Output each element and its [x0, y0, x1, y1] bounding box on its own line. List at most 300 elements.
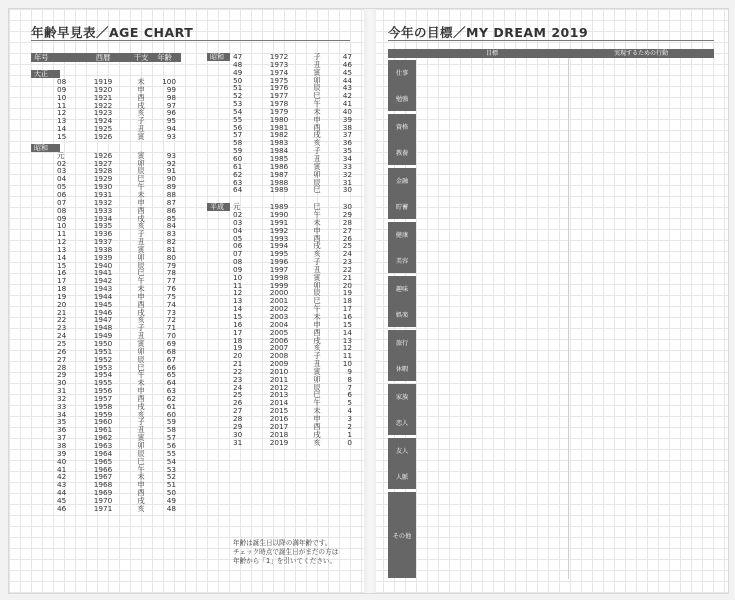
era-year: 13 [57, 116, 67, 126]
western-year: 1988 [269, 177, 289, 187]
era-year: 57 [233, 130, 243, 140]
age: 7 [347, 382, 352, 392]
zodiac: 申 [137, 197, 145, 207]
zodiac: 戌 [313, 429, 321, 439]
age: 34 [342, 153, 352, 163]
era-year: 33 [57, 401, 67, 411]
age: 29 [342, 210, 352, 220]
row-spacer [31, 285, 53, 293]
era-year: 26 [233, 398, 243, 408]
zodiac: 巳 [313, 185, 321, 195]
era-year: 02 [57, 158, 67, 168]
age: 85 [166, 213, 176, 223]
era-year: 22 [57, 315, 67, 325]
age: 96 [166, 108, 176, 118]
row-spacer [31, 348, 53, 356]
goals-table [388, 49, 714, 579]
era-year: 25 [233, 390, 243, 400]
age: 45 [342, 67, 352, 77]
era-year: 15 [57, 131, 67, 141]
era-label: 大正 [31, 70, 60, 78]
row-spacer [31, 167, 53, 175]
row-spacer [31, 411, 53, 419]
goals-header [388, 49, 714, 58]
row-spacer [31, 175, 53, 183]
era-year: 元 [233, 202, 241, 212]
age: 90 [166, 174, 176, 184]
category-label: 健康 [395, 232, 409, 240]
zodiac: 戌 [137, 213, 145, 223]
age-row [229, 289, 357, 297]
row-spacer [31, 133, 53, 141]
zodiac: 酉 [137, 92, 145, 102]
era-rows [31, 78, 181, 141]
age-row [229, 116, 357, 124]
western-year: 2012 [269, 382, 289, 392]
row-spacer [31, 458, 53, 466]
row-spacer [31, 403, 53, 411]
age: 67 [166, 354, 176, 364]
era-year: 20 [57, 299, 67, 309]
era-year: 52 [233, 91, 243, 101]
zodiac: 丑 [137, 331, 145, 341]
age: 42 [342, 91, 352, 101]
age: 68 [166, 346, 176, 356]
western-year: 1996 [269, 257, 289, 267]
western-year: 2005 [269, 327, 289, 337]
zodiac: 午 [137, 276, 145, 286]
goal-category [388, 492, 416, 578]
age: 76 [166, 284, 176, 294]
western-year: 1924 [93, 116, 113, 126]
age-row [229, 155, 357, 163]
zodiac: 午 [137, 370, 145, 380]
age: 74 [166, 299, 176, 309]
era-rows [31, 152, 181, 513]
era-year: 62 [233, 169, 243, 179]
header-num: 年号 [34, 53, 49, 62]
row-spacer [31, 109, 53, 117]
era-year: 43 [57, 480, 67, 490]
era-year: 27 [57, 354, 67, 364]
header-year: 西暦 [95, 53, 111, 62]
era-year: 20 [233, 351, 243, 361]
title-divider [388, 40, 714, 41]
age-row [229, 329, 357, 337]
zodiac: 酉 [313, 122, 321, 132]
zodiac: 丑 [313, 359, 321, 369]
category-label: 貯蓄 [395, 203, 409, 211]
western-year: 1962 [93, 433, 113, 443]
western-year: 1929 [93, 174, 113, 184]
age: 88 [166, 189, 176, 199]
western-year: 1985 [269, 153, 289, 163]
western-year: 2000 [269, 288, 289, 298]
zodiac: 子 [313, 351, 321, 361]
era-year: 18 [233, 335, 243, 345]
western-year: 1961 [93, 425, 113, 435]
note-line: 年齢から「1」を引いてください。 [233, 557, 337, 565]
age-row [229, 139, 357, 147]
western-year: 1987 [269, 169, 289, 179]
age: 22 [342, 264, 352, 274]
western-year: 1944 [93, 291, 113, 301]
age: 43 [342, 83, 352, 93]
row-spacer [31, 379, 53, 387]
zodiac: 丑 [137, 124, 145, 134]
age: 62 [166, 393, 176, 403]
age: 19 [342, 288, 352, 298]
era-year: 28 [233, 413, 243, 423]
era-year: 29 [57, 370, 67, 380]
zodiac: 辰 [313, 83, 321, 93]
age: 28 [342, 217, 352, 227]
row-spacer [31, 102, 53, 110]
era-label: 昭和 [31, 144, 60, 152]
age: 94 [166, 124, 176, 134]
age-row [229, 431, 357, 439]
age: 32 [342, 169, 352, 179]
row-spacer [31, 238, 53, 246]
western-year: 2019 [269, 437, 289, 447]
age-row [229, 407, 357, 415]
age: 5 [347, 398, 352, 408]
category-label: 人脈 [395, 473, 409, 481]
western-year: 1956 [93, 386, 113, 396]
zodiac: 未 [313, 217, 321, 227]
note-line: チェック時点で誕生日がまだの方は [233, 548, 339, 556]
zodiac: 申 [313, 225, 321, 235]
era-year: 09 [233, 264, 243, 274]
era-year: 03 [233, 217, 243, 227]
age: 53 [166, 464, 176, 474]
age: 24 [342, 249, 352, 259]
zodiac: 亥 [313, 249, 321, 259]
western-year: 1930 [93, 182, 113, 192]
age: 93 [166, 131, 176, 141]
age-row [229, 147, 357, 155]
age: 18 [342, 296, 352, 306]
era-year: 07 [57, 197, 67, 207]
age-row [229, 250, 357, 258]
age-row [229, 360, 357, 368]
era-year: 59 [233, 146, 243, 156]
zodiac: 未 [313, 406, 321, 416]
western-year: 1965 [93, 456, 113, 466]
age: 48 [166, 503, 176, 513]
western-year: 1931 [93, 189, 113, 199]
category-label: 教養 [395, 149, 409, 157]
zodiac: 寅 [313, 67, 321, 77]
age: 16 [342, 312, 352, 321]
zodiac: 卯 [137, 158, 145, 168]
western-year: 1991 [269, 217, 289, 227]
zodiac: 戌 [313, 335, 321, 345]
zodiac: 丑 [313, 59, 321, 69]
age-row [31, 133, 181, 141]
zodiac: 辰 [313, 177, 321, 187]
row-spacer [31, 215, 53, 223]
era-year: 15 [233, 312, 243, 321]
category-label: 旅行 [395, 340, 409, 348]
age: 13 [342, 335, 352, 345]
age: 64 [166, 378, 176, 388]
category-label: 友人 [395, 448, 409, 456]
western-year: 1921 [93, 92, 113, 102]
zodiac: 卯 [313, 280, 321, 290]
zodiac: 子 [137, 323, 145, 333]
western-year: 1975 [269, 75, 289, 85]
age: 56 [166, 440, 176, 450]
age: 60 [166, 409, 176, 419]
zodiac: 申 [137, 480, 145, 490]
age-chart-title: 年齢早見表／AGE CHART [31, 25, 194, 40]
age: 36 [342, 138, 352, 148]
age: 57 [166, 433, 176, 443]
western-year: 1923 [93, 108, 113, 118]
age-row [229, 227, 357, 235]
goal-header: 目標 [485, 50, 498, 57]
age: 47 [342, 52, 352, 61]
western-year: 1963 [93, 440, 113, 450]
western-year: 1999 [269, 280, 289, 290]
planner-spread [8, 8, 729, 594]
age: 8 [347, 374, 352, 384]
era-year: 51 [233, 83, 243, 93]
western-year: 1950 [93, 339, 113, 348]
zodiac: 未 [137, 472, 145, 482]
goal-category [388, 60, 416, 111]
era-year: 07 [233, 249, 243, 259]
age: 39 [342, 114, 352, 124]
age-row [229, 242, 357, 250]
western-year: 1952 [93, 354, 113, 364]
zodiac: 未 [313, 312, 321, 321]
western-year: 1939 [93, 252, 113, 262]
row-spacer [31, 442, 53, 450]
zodiac: 戌 [313, 130, 321, 140]
western-year: 1922 [93, 100, 113, 110]
era-year: 15 [57, 260, 67, 270]
western-year: 2009 [269, 359, 289, 369]
western-year: 1973 [269, 59, 289, 69]
age: 46 [342, 59, 352, 69]
western-year: 2001 [269, 296, 289, 306]
era-year: 08 [57, 77, 67, 86]
zodiac: 丑 [313, 153, 321, 163]
zodiac: 酉 [137, 393, 145, 403]
age: 78 [166, 268, 176, 278]
age-row [229, 84, 357, 92]
zodiac: 午 [313, 398, 321, 408]
zodiac: 卯 [137, 440, 145, 450]
era-year: 58 [233, 138, 243, 148]
zodiac: 巳 [313, 91, 321, 101]
age-chart-header [31, 53, 181, 62]
zodiac: 寅 [137, 339, 145, 348]
age-row [229, 282, 357, 290]
western-year: 2003 [269, 312, 289, 321]
western-year: 1995 [269, 249, 289, 259]
goal-category [388, 222, 416, 273]
era-block [207, 53, 357, 194]
zodiac: 戌 [137, 495, 145, 505]
zodiac: 卯 [137, 252, 145, 262]
era-year: 14 [57, 252, 67, 262]
era-year: 21 [57, 307, 67, 317]
row-spacer [31, 78, 53, 86]
age-row [229, 77, 357, 85]
era-year: 36 [57, 425, 67, 435]
zodiac: 寅 [313, 272, 321, 282]
age: 6 [347, 390, 352, 400]
western-year: 1981 [269, 122, 289, 132]
era-year: 10 [57, 92, 67, 102]
category-label: 仕事 [395, 70, 409, 78]
western-year: 1978 [269, 99, 289, 109]
era-year: 05 [57, 182, 67, 192]
age: 41 [342, 99, 352, 109]
era-year: 31 [57, 386, 67, 396]
western-year: 1976 [269, 83, 289, 93]
category-label: 金融 [395, 178, 409, 186]
era-year: 13 [57, 244, 67, 254]
age-row [229, 69, 357, 77]
header-zodiac: 干支 [133, 53, 149, 62]
era-year: 05 [233, 233, 243, 243]
zodiac: 午 [313, 304, 321, 314]
zodiac: 亥 [137, 315, 145, 325]
era-year: 35 [57, 417, 67, 427]
goal-category [388, 168, 416, 219]
western-year: 1938 [93, 244, 113, 254]
age-row [229, 384, 357, 392]
era-year: 54 [233, 106, 243, 116]
zodiac: 辰 [137, 260, 145, 270]
era-year: 08 [57, 205, 67, 215]
western-year: 1955 [93, 378, 113, 388]
western-year: 1926 [93, 150, 113, 160]
age-chart-column-1 [31, 53, 181, 513]
zodiac: 子 [137, 116, 145, 126]
zodiac: 午 [137, 464, 145, 474]
row-spacer [31, 125, 53, 133]
age: 4 [347, 406, 352, 416]
age: 33 [342, 161, 352, 171]
age: 71 [166, 323, 176, 333]
western-year: 1974 [269, 67, 289, 77]
era-year: 37 [57, 433, 67, 443]
age: 52 [166, 472, 176, 482]
zodiac: 卯 [313, 75, 321, 85]
action-header: 実現するための行動 [613, 50, 668, 57]
row-spacer [31, 293, 53, 301]
zodiac: 寅 [137, 244, 145, 254]
zodiac: 酉 [313, 233, 321, 243]
row-spacer [31, 450, 53, 458]
row-spacer [31, 316, 53, 324]
age-note [233, 539, 363, 566]
age: 97 [166, 100, 176, 110]
age: 86 [166, 205, 176, 215]
age: 30 [342, 185, 352, 195]
era-year: 41 [57, 464, 67, 474]
western-year: 1994 [269, 241, 289, 251]
row-spacer [31, 309, 53, 317]
western-year: 1969 [93, 488, 113, 498]
row-spacer [31, 94, 53, 102]
age: 89 [166, 182, 176, 192]
age: 38 [342, 122, 352, 132]
age: 72 [166, 315, 176, 325]
western-year: 1984 [269, 146, 289, 156]
era-year: 23 [233, 374, 243, 384]
western-year: 1933 [93, 205, 113, 215]
zodiac: 辰 [137, 448, 145, 458]
age: 99 [166, 84, 176, 94]
era-year: 24 [57, 331, 67, 341]
era-year: 04 [233, 225, 243, 235]
era-year: 17 [233, 327, 243, 337]
era-year: 30 [233, 429, 243, 439]
zodiac: 亥 [313, 437, 321, 447]
era-year: 10 [57, 221, 67, 231]
age: 65 [166, 370, 176, 380]
zodiac: 子 [137, 417, 145, 427]
age: 55 [166, 448, 176, 458]
category-label: 家族 [395, 394, 409, 402]
age: 82 [166, 237, 176, 247]
row-spacer [31, 332, 53, 340]
western-year: 1920 [93, 84, 113, 94]
western-year: 1919 [93, 77, 113, 86]
age-row [229, 163, 357, 171]
age: 91 [166, 166, 176, 176]
age-chart-page [9, 9, 364, 593]
era-year: 44 [57, 488, 67, 498]
western-year: 1977 [269, 91, 289, 101]
age: 63 [166, 386, 176, 396]
age: 25 [342, 241, 352, 251]
era-year: 17 [57, 276, 67, 286]
western-year: 1958 [93, 401, 113, 411]
western-year: 1926 [93, 131, 113, 141]
western-year: 1972 [269, 52, 289, 61]
zodiac: 亥 [137, 108, 145, 118]
age-chart-column-2 [207, 53, 357, 446]
zodiac: 丑 [137, 237, 145, 247]
age-row [229, 211, 357, 219]
age: 14 [342, 327, 352, 337]
western-year: 1998 [269, 272, 289, 282]
age: 73 [166, 307, 176, 317]
western-year: 1934 [93, 213, 113, 223]
era-year: 22 [233, 366, 243, 376]
western-year: 1941 [93, 268, 113, 278]
age-row [229, 321, 357, 329]
age-row [229, 53, 357, 61]
zodiac: 戌 [313, 241, 321, 251]
goal-category [388, 438, 416, 489]
age-row [229, 108, 357, 116]
era-year: 31 [233, 437, 243, 447]
western-year: 1989 [269, 202, 289, 212]
goals-column-divider [568, 58, 569, 579]
zodiac: 寅 [137, 131, 145, 141]
age-row [229, 124, 357, 132]
age: 54 [166, 456, 176, 466]
age: 3 [347, 413, 352, 423]
